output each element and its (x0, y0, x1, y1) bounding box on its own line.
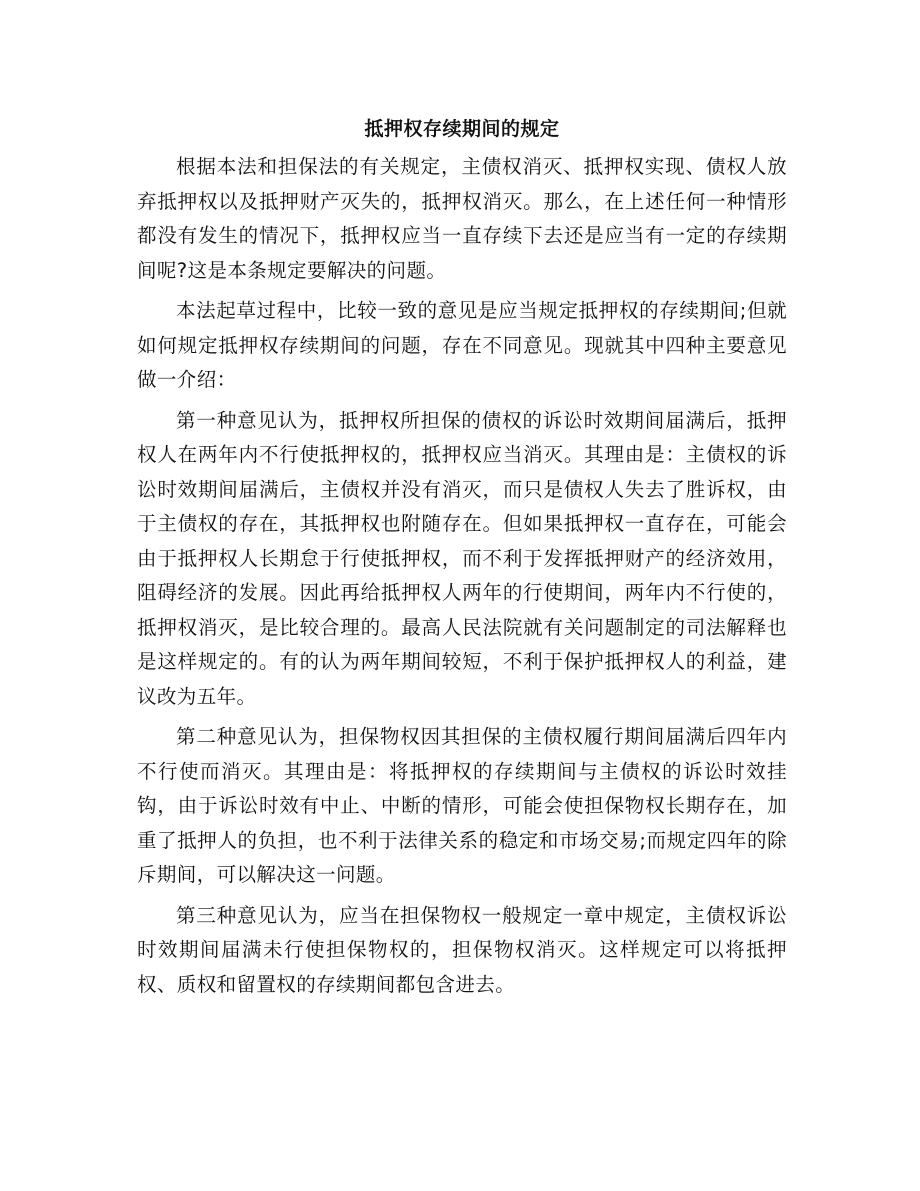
paragraph-second-opinion: 第二种意见认为，担保物权因其担保的主债权履行期间届满后四年内不行使而消灭。其理由是：将抵押权的存续期间与主债权的诉讼时效挂钩，由于诉讼时效有中止、中断的情形，可能会使担保物权长期存在，加重了抵押人的负担，也不利于法律关系的稳定和市场交易;而规定四年的除斥期间，可以解决这一问题。 (137, 725, 787, 886)
document-title: 抵押权存续期间的规定 (364, 118, 560, 140)
paragraph-intro: 根据本法和担保法的有关规定，主债权消灭、抵押权实现、债权人放弃抵押权以及抵押财产灭失的，抵押权消灭。那么，在上述任何一种情形都没有发生的情况下，抵押权应当一直存续下去还是应当有一定的存续期间呢?这是本条规定要解决的问题。 (137, 155, 787, 282)
paragraph-third-opinion: 第三种意见认为，应当在担保物权一般规定一章中规定，主债权诉讼时效期间届满未行使担保物权的，担保物权消灭。这样规定可以将抵押权、质权和留置权的存续期间都包含进去。 (137, 903, 787, 996)
paragraph-first-opinion: 第一种意见认为，抵押权所担保的债权的诉讼时效期间届满后，抵押权人在两年内不行使抵押权的，抵押权应当消灭。其理由是：主债权的诉讼时效期间届满后，主债权并没有消灭，而只是债权人失去了胜诉权，由于主债权的存在，其抵押权也附随存在。但如果抵押权一直存在，可能会由于抵押权人长期怠于行使抵押权，而不利于发挥抵押财产的经济效用，阻碍经济的发展。因此再给抵押权人两年的行使期间，两年内不行使的，抵押权消灭，是比较合理的。最高人民法院就有关问题制定的司法解释也是这样规定的。有的认为两年期间较短，不利于保护抵押权人的利益，建议改为五年。 (137, 408, 787, 708)
paragraph-drafting-opinions: 本法起草过程中，比较一致的意见是应当规定抵押权的存续期间;但就如何规定抵押权存续期间的问题，存在不同意见。现就其中四种主要意见做一介绍： (137, 299, 787, 391)
document-body (137, 112, 787, 1008)
